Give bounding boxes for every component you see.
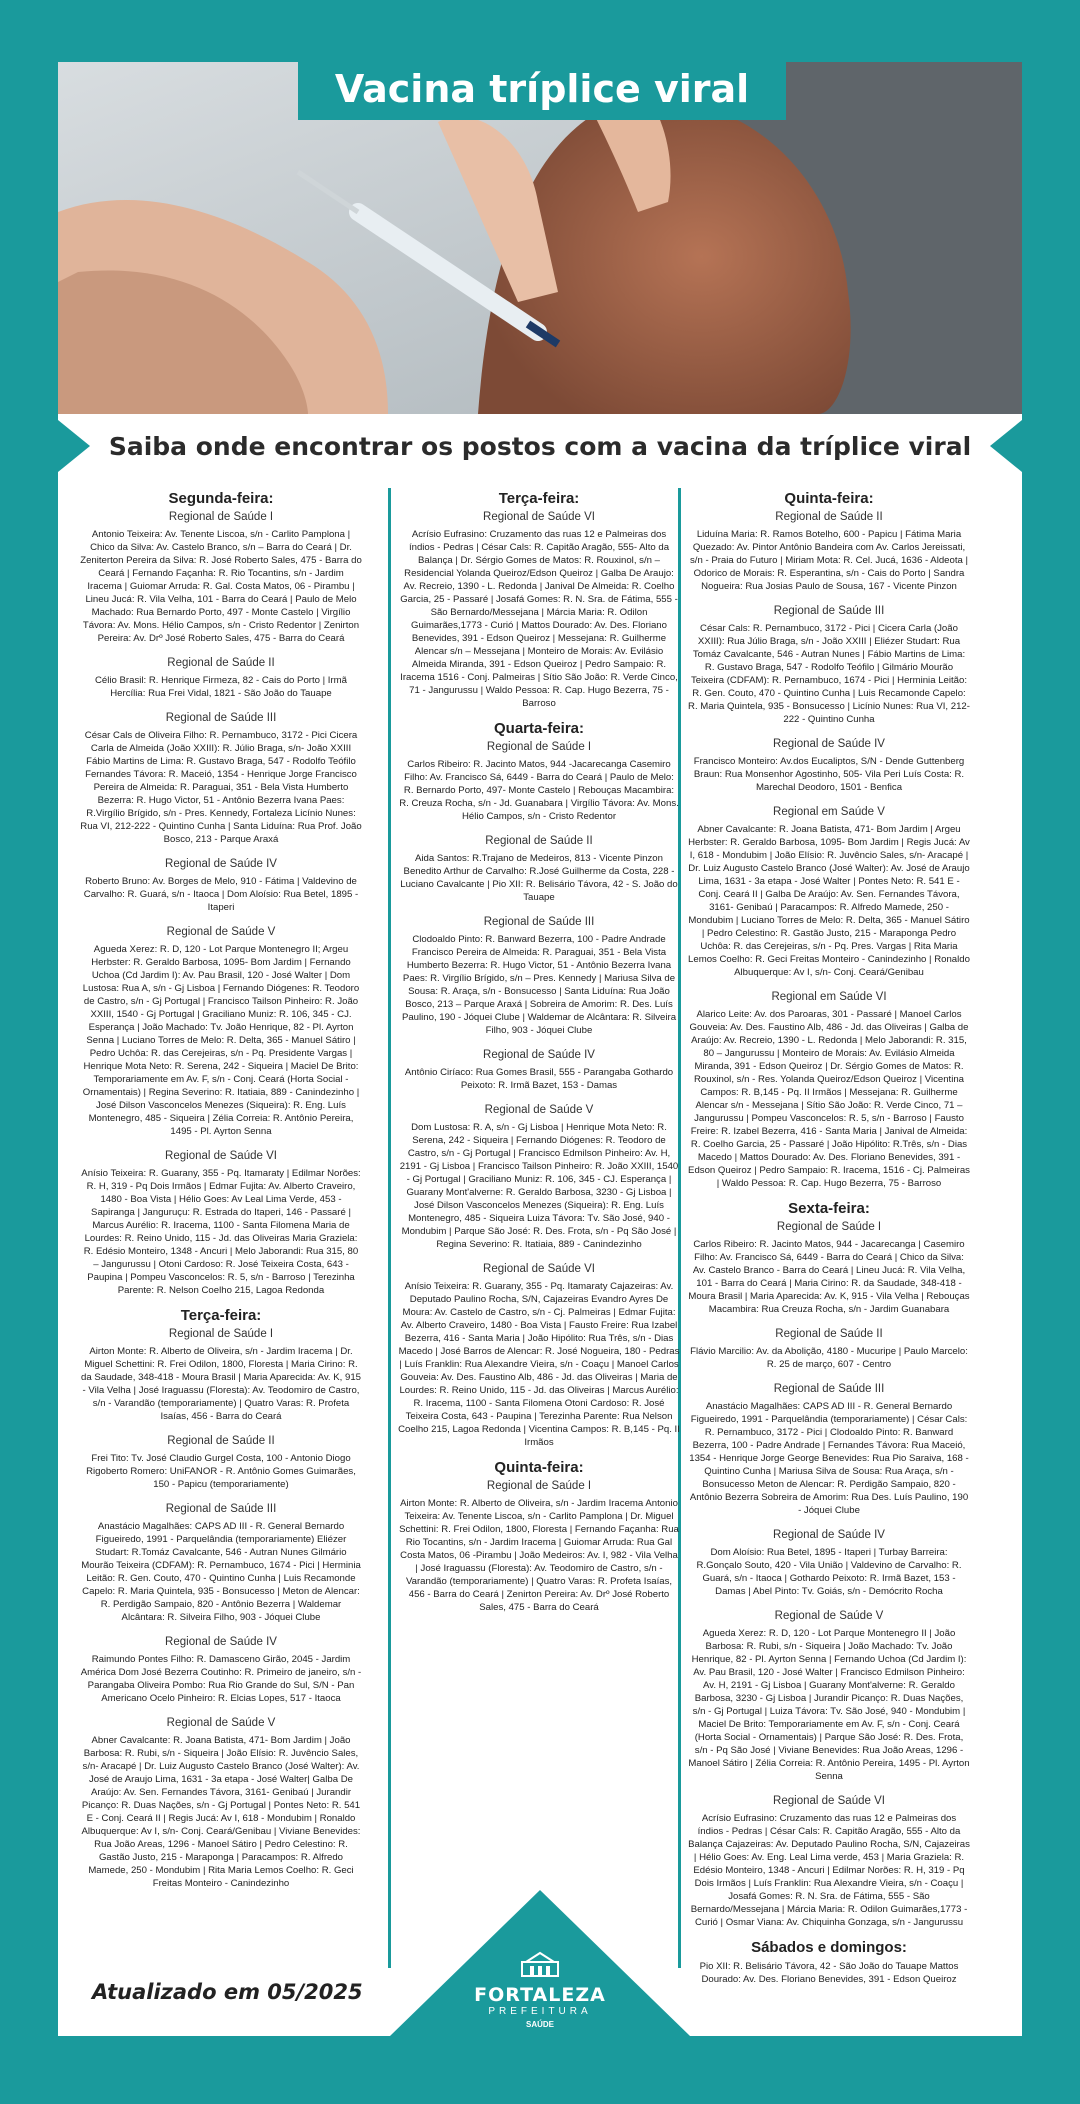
region-heading: Regional de Saúde VI xyxy=(483,1263,595,1275)
region-heading: Regional de Saúde I xyxy=(776,1221,882,1233)
health-post-list: Raimundo Pontes Filho: R. Damasceno Girão, 2045 - Jardim América Dom José Bezerra Coutinho: R. Primeiro de janeiro, s/n - Parangaba Oliveira Pombo: Rua Rio Grande do Sul, S/N - Pan Americano Ocelo Pinheiro: R. Elcias Lopes, 517 - Itaoca xyxy=(80,1654,362,1704)
health-post-list: Frei Tito: Tv. José Claudio Gurgel Costa, 100 - Antonio Diogo Rigoberto Romero: UniFANOR - R. Antônio Gomes Guimarães, 150 - Papicu (temporariamente) xyxy=(86,1453,356,1490)
city-emblem-icon xyxy=(518,1950,562,1980)
day-heading: Quinta-feira: xyxy=(494,1459,584,1476)
region-heading: Regional de Saúde II xyxy=(485,835,593,847)
region-heading: Regional de Saúde II xyxy=(167,657,275,669)
logo-subtitle: PREFEITURA xyxy=(488,2006,592,2017)
health-post-list: César Cals: R. Pernambuco, 3172 - Pici | Cicera Carla (João XXIII): Rua Júlio Braga, s/n - João XXIII | Eliézer Studart: Rua Tomáz Cavalcante, 546 - Autran Nunes | Fábio Martins de Lima: R. Gustavo Braga, 547 - Rodolfo Teófilo | Gilmário Mourão Teixeira (CDFAM): R. Pernambuco, 1674 - Pici | Herminia Leitão: R. Gen. Couto, 470 - Quintino Cunha | Luis Recamonde Capelo: R. Maria Quintela, 935 - Bonsucesso | Licínio Nunes: Rua VI, 212-222 - Quintino Cunha xyxy=(688,623,970,725)
region-heading: Regional de Saúde IV xyxy=(165,858,277,870)
region-heading: Regional de Saúde IV xyxy=(773,1529,885,1541)
health-post-list: Pio XII: R. Belisário Távora, 42 - São João do Tauape Mattos Dourado: Av. Des. Floriano Benevides, 391 - Edson Queiroz xyxy=(699,1961,959,1985)
health-post-list: Abner Cavalcante: R. Joana Batista, 471- Bom Jardim | Argeu Herbster: R. Geraldo Barbosa, 1095- Bom Jardim | Regis Jucá: Av I, 618 - Mondubim | João Elísio: R. Juvêncio Sales, s/n- Aracapé | Dr. Luiz Augusto Castelo Branco (José Walter): Av. José de Araujo Lima, 1631 - 3a etapa - José Walter | Pontes Neto: R. 541 E - Conj. Ceará II | Galba De Araújo: Av. Sen. Fernandes Távora, 3161- Genibaú | Paracampos: R. Alfredo Mamede, 250 - Mondubim | Luciano Torres de Melo: R. Delta, 365 - Manuel Sátiro | Pedro Celestino: R. Gastão Justo, 215 - Maraponga Pedro Uchôa: R. das Cerejeiras, s/n - Pq. Pres. Vargas | Rita Maria Lemos Coelho: R. Geci Freitas Monteiro - Canindezinho | Ronaldo Albuquerque: Av I, s/n- Conj. Ceará/Genibau xyxy=(688,824,970,978)
banner-right-notch xyxy=(990,420,1022,472)
health-post-list: Liduína Maria: R. Ramos Botelho, 600 - Papicu | Fátima Maria Quezado: Av. Pintor Antônio Bandeira com Av. Carlos Jereissati, s/n - Praia do Futuro | Miriam Mota: R. Cel. Jucá, 1636 - Aldeota | Odorico de Morais: R. Esperantina, s/n - Cais do Porto | Sandra Nogueira: Rua Josias Paulo de Sousa, 167 - Vicente Pinzon xyxy=(690,529,968,592)
region-heading: Regional de Saúde I xyxy=(168,511,274,523)
logo-city-name: FORTALEZA xyxy=(474,1984,606,2006)
health-post-list: Anastácio Magalhães: CAPS AD III - R. General Bernardo Figueiredo, 1991 - Parquelândia (temporariamente) | César Cals: R. Pernambuco, 3172 - Pici | Clodoaldo Pinto: R. Banward Bezerra, 100 - Padre Andrade | Fernandes Távora: Rua Maceió, 1354 - Henrique Jorge George Benevides: Rua Pio Saraiva, 168 - Quintino Cunha | Mariusa Silva de Sousa: Rua Araça, s/n - Bonsucesso Meton de Alencar: R. Perdigão Sampaio, 820 - Antônio Bezerra Sobreira de Amorim: Rua Des. Luís Paulino, 190 - Jóquei Clube xyxy=(689,1401,969,1516)
health-post-list: César Cals de Oliveira Filho: R. Pernambuco, 3172 - Pici Cicera Carla de Almeida (João XXIII): R. Júlio Braga, s/n- João XXIII Fábio Martins de Lima: R. Gustavo Braga, 547 - Rodolfo Teófilo Fernandes Távora: R. Maceió, 1354 - Henrique Jorge Francisco Pereira de Almeida: R. Paraguai, 351 - Bela Vista Humberto Bezerra: R. Hugo Victor, 51 - Antônio Bezerra Ivana Paes: R.Virgílio Brígido, s/n - Pres. Kennedy, Fortaleza Licínio Nunes: Rua VI, 212-222 - Quintino Cunha | Santa Liduína: Rua Prof. João Bosco, 213 - Parque Araxá xyxy=(80,730,362,845)
region-heading: Regional de Saúde III xyxy=(165,1503,277,1515)
day-heading: Sábados e domingos: xyxy=(751,1939,907,1956)
region-heading: Regional de Saúde V xyxy=(774,1610,884,1622)
health-post-list: Anastácio Magalhães: CAPS AD III - R. General Bernardo Figueiredo, 1991 - Parquelândia (temporariamente) Eliézer Studart: R.Tomáz Cavalcante, 546 - Autran Nunes Gilmário Mourão Teixeira (CDFAM): R. Pernambuco, 1674 - Pici | Herminia Leitão: R. Gen. Couto, 470 - Quintino Cunha | Luis Recamonde Capelo: R. Maria Quintela, 935 - Bonsucesso | Meton de Alencar: R. Perdigão Sampaio, 820 - Antônio Bezerra | Waldemar Alcântara: R. Silveira Filho, 903 - Jóquei Clube xyxy=(81,1521,361,1623)
day-heading: Terça-feira: xyxy=(180,1307,262,1324)
region-heading: Regional de Saúde II xyxy=(775,1328,883,1340)
region-heading: Regional de Saúde IV xyxy=(165,1636,277,1648)
region-heading: Regional de Saúde III xyxy=(773,605,885,617)
health-post-list: Carlos Ribeiro: R. Jacinto Matos, 944 - Jacarecanga | Casemiro Filho: Av. Francisco Sá, 6449 - Barra do Ceará | Chico da Silva: Av. Castelo Branco - Barra do Ceará | Lineu Jucá: R. Vila Velha, 101 - Barra do Ceará | Maria Cirino: R. da Saudade, 348-418 - Moura Brasil | Maria Aparecida: Av. K, 915 - Vila Velha | Rebouças Macambira: Rua Creuza Rocha, s/n - Jardim Guanabara xyxy=(688,1239,970,1315)
health-post-list: Clodoaldo Pinto: R. Banward Bezerra, 100 - Padre Andrade Francisco Pereira de Almeida: R. Paraguai, 351 - Bela Vista Humberto Bezerra: R. Hugo Victor, 51 - Antônio Bezerra Ivana Paes: R. Virgílio Brígido, s/n – Pres. Kennedy | Mariusa Silva de Sousa: R. Araça, s/n - Bonsucesso | Santa Liduína: Rua João Bosco, 213 – Parque Araxá | Sobreira de Amorim: R. Des. Luís Paulino, 190 - Jóquei Clube | Waldemar de Alcântara: R. Silveira Filho, 903 - Jóquei Clube xyxy=(401,934,677,1036)
health-post-list: Agueda Xerez: R. D, 120 - Lot Parque Montenegro II; Argeu Herbster: R. Geraldo Barbosa, 1095- Bom Jardim | Fernando Uchoa (Cd Jardim I): Av. Pau Brasil, 120 - José Walter | Dom Lustosa: Rua A, s/n - Gj Lisboa | Fernando Diógenes: R. Teodoro de Castro, s/n - Gj Portugal | Francisco Tailson Pinheiro: R. João XXIII, 1540 - Gj Portugal | Graciliano Muniz: R. 106, 345 - CJ. Esperança | João Machado: Tv. João Henrique, 82 - Pl. Ayrton Senna | Luciano Torres de Melo: R. Delta, 365 - Manuel Sátiro | Pedro Uchôa: R. das Cerejeiras, s/n - Pq. Presidente Vargas | Henrique Mota Neto: R. Serena, 242 - Siqueira | Maciel De Brito: Temporariamente em Av. F, s/n - Conj. Ceará (Horta Social - Ornamentais) | Regina Severino: R. Itatiaia, 889 - Canindezinho | José Dilson Vasconcelos Menezes (Siqueira): R. Eng. Luís Montenegro, 485 - Siqueira | Zélia Correia: R. Antônio Pereira, 1495 - Pl. Ayrton Senna xyxy=(82,944,360,1137)
health-post-list: Carlos Ribeiro: R. Jacinto Matos, 944 -Jacarecanga Casemiro Filho: Av. Francisco Sá, 6449 - Barra do Ceará | Paulo de Melo: R. Bernardo Porto, 497- Monte Castelo | Rebouças Macambira: R. Creuza Rocha, s/n - Jd. Guanabara | Virgílio Távora: Av. Mons. Hélio Campos, s/n - Cristo Redentor xyxy=(399,759,679,822)
updated-date: Atualizado em 05/2025 xyxy=(92,1980,363,2004)
region-heading: Regional de Saúde IV xyxy=(773,738,885,750)
health-post-list: Antônio Ciríaco: Rua Gomes Brasil, 555 - Parangaba Gothardo Peixoto: R. Irmã Bazet, 153 - Damas xyxy=(404,1067,674,1091)
health-post-list: Dom Aloísio: Rua Betel, 1895 - Itaperi | Turbay Barreira: R.Gonçalo Souto, 420 - Vila União | Valdevino de Carvalho: R. Guará, s/n - Itaoca | Gothardo Peixoto: R. Irmã Bazet, 153 - Damas | Abel Pinto: Tv. Goiás, s/n - Demócrito Rocha xyxy=(696,1547,962,1597)
health-post-list: Antonio Teixeira: Av. Tenente Liscoa, s/n - Carlito Pamplona | Chico da Silva: Av. Castelo Branco, s/n – Barra do Ceará | Dr. Zeniterton Pereira da Silva: R. José Roberto Sales, 475 - Barra do Ceará | Fernando Façanha: R. Rio Tocantins, s/n - Jardim Iracema | Guiomar Arruda: R. Gal. Costa Matos, 06 - Pirambu | Lineu Jucá: R. Vila Velha, 101 - Barra do Ceará | Paulo de Melo Machado: Rua Bernardo Porto, 497 - Monte Castelo | Virgílio Távora: Av. Mons. Hélio Campos, s/n - Cristo Redentor | Zenirton Pereira: Av. Drº José Roberto Sales, 475 - Barra do Ceará xyxy=(80,529,362,644)
health-post-list: Acrísio Eufrasino: Cruzamento das ruas 12 e Palmeiras dos índios - Pedras | César Cals: R. Capitão Aragão, 555- Alto da Balança | Dr. Sérgio Gomes de Matos: R. Rouxinol, s/n – Residencial Yolanda Queiroz/Edson Queiroz | Galba De Araujo: Av. Recreio, 1390 - L. Redonda | Janival De Almeida: R. Coelho Garcia, 25 - Passaré | Josafá Gomes: R. N. Sra. de Fátima, 555 - São Bernardo/Messejana | Márcia Maria: R. Odilon Guimarães,1773 - Curió | Mattos Dourado: Av. Des. Floriano Benevides, 391 - Edson Queiroz | Messejana: R. Guilherme Alencar s/n – Messejana | Monteiro de Morais: Av. Evilásio Almeida Miranda, 391 - Edson Queiroz | Pedro Sampaio: R. Iracema 1516 - Conj. Palmeiras | Sítio São João: R. Verde Cinco, 71 - Jangurussu | Waldo Pessoa: R. Cap. Hugo Bezerra, 75 - Barroso xyxy=(400,529,678,709)
region-heading: Regional em Saúde VI xyxy=(771,991,887,1003)
health-post-list: Alarico Leite: Av. dos Paroaras, 301 - Passaré | Manoel Carlos Gouveia: Av. Des. Faustino Alb, 486 - Jd. das Oliveiras | Galba de Araújo: Av. Recreio, 1390 - L. Redonda | Melo Jaborandi: R. 315, 80 – Jangurussu | Monteiro de Morais: Av. Evilásio Almeida Miranda, 391 - Edson Queiroz | Dr. Sérgio Gomes de Matos: R. Rouxinol, s/n - Res. Yolanda Queiroz/Edson Queiroz | Vicentina Campos: R. B,145 - Pq. II Irmãos | Messejana: R. Guilherme Alencar s/n - Messejana | Sítio São João: R. Verde Cinco, 71 – Jangurussu | Pompeu Vasconcelos: R. 5, s/n - Barroso | Fausto Freire: R. Izabel Bezerra, 416 - Santa Maria | Janival de Almeida: R. Coelho Garcia, 25 - Passaré | João Hipólito: R.Três, s/n - Dias Macedo | Mattos Dourado: Av. Des. Floriano Benevides, 391 - Edson Queiroz | Pedro Sampaio: R. Iracema, 1516 - Cj. Palmeiras | Waldo Pessoa: R. Cap. Hugo Bezerra, 75 - Barroso xyxy=(688,1009,970,1189)
region-heading: Regional de Saúde I xyxy=(486,1480,592,1492)
region-heading: Regional de Saúde V xyxy=(166,926,276,938)
region-heading: Regional de Saúde V xyxy=(484,1104,594,1116)
health-post-list: Anísio Teixeira: R. Guarany, 355 - Pq. Itamaraty Cajazeiras: Av. Deputado Paulino Rocha, S/N, Cajazeiras Evandro Ayres De Moura: Av. Castelo de Castro, s/n - Cj. Palmeiras | Edmar Fujita: Av. Alberto Craveiro, 1480 - Boa Vista | Fausto Freire: Rua Izabel Bezerra, 416 - Santa Maria | João Hipólito: Rua Três, s/n - Dias Macedo | José Barros de Alencar: R. José Nogueira, 180 - Pedras | Luís Franklin: Rua Alexandre Vieira, s/n - Coaçu | Manoel Carlos Gouveia: Av. Des. Faustino Alb, 486 - Jd. das Oliveiras | Maria de Lourdes: R. Reino Unido, 115 - Jd. das Oliveiras | Marcus Aurélio: R. Iracema, 1100 - Santa Filomena Otoni Cardoso: R. José Teixeira Costa, 643 - Paupina | Terezinha Parente: Rua Nelson Coelho 215, Lagoa Redonda | Vicentina Campos: R. B,145 - Pq. II Irmãos xyxy=(398,1281,680,1448)
region-heading: Regional de Saúde II xyxy=(775,511,883,523)
region-heading: Regional de Saúde IV xyxy=(483,1049,595,1061)
schedule-column-3 xyxy=(688,488,970,1985)
region-heading: Regional de Saúde VI xyxy=(773,1795,885,1807)
banner-heading: Saiba onde encontrar os postos com a vacina da tríplice viral xyxy=(108,431,972,461)
health-post-list: Agueda Xerez: R. D, 120 - Lot Parque Montenegro II | João Barbosa: R. Rubi, s/n - Siqueira | João Machado: Tv. João Henrique, 82 - Pl. Ayrton Senna | Fernando Uchoa (Cd Jardim I): Av. Pau Brasil, 120 - José Walter | Francisco Edmilson Pinheiro: Av. H, 2191 - Gj Lisboa | Guarany Mont'alverne: R. Geraldo Barbosa, 3230 - Gj Lisboa | Jurandir Picanço: R. Duas Nações, s/n - Gj Portugal | Luiza Távora: Tv. São José, 940 - Mondubim | Maciel De Brito: Temporariamente em Av. F, s/n - Conj. Ceará (Horta Social - Ornamentais) | Parque São José: R. Des. Frota, s/n - Pq São José | Viviane Benevides: Rua João Areas, 1296 - Manoel Sátiro | Zélia Correia: R. Antônio Pereira, 1495 - Pl. Ayrton Senna xyxy=(688,1628,970,1782)
region-heading: Regional de Saúde V xyxy=(166,1717,276,1729)
schedule-column-1 xyxy=(80,488,362,1963)
health-post-list: Acrísio Eufrasino: Cruzamento das ruas 12 e Palmeiras dos índios - Pedras | César Cals: R. Capitão Aragão, 555 - Alto da Balança Cajazeiras: Av. Deputado Paulino Rocha, S/N, Cajazeiras | Hélio Goes: Av. Eng. Leal Lima verde, 453 | Maria Graziela: R. Edésio Monteiro, 1348 - Ancuri | Edilmar Norões: R. H, 319 - Pq Dois Irmãos | Luís Franklin: Rua Alexandre Vieira, s/n - Coaçu | Josafá Gomes: R. N. Sra. de Fátima, 555 - São Bernardo/Messejana | Márcia Maria: R. Odilon Guimarães,1773 - Curió | Osmar Viana: Av. Chiquinha Gonzaga, s/n - Jangurussu xyxy=(688,1813,970,1928)
day-heading: Terça-feira: xyxy=(498,490,580,507)
day-heading: Sexta-feira: xyxy=(788,1200,870,1217)
health-post-list: Célio Brasil: R. Henrique Firmeza, 82 - Cais do Porto | Irmã Hercília: Rua Frei Vidal, 1821 - São João do Tauape xyxy=(94,675,347,699)
health-post-list: Anísio Teixeira: R. Guarany, 355 - Pq. Itamaraty | Edilmar Norões: R. H, 319 - Pq Dois Irmãos | Edmar Fujita: Av. Alberto Craveiro, 1480 - Boa Vista | Hélio Goes: Av Leal Lima Verde, 453 - Sapiranga | Janguruçu: R. Estrada do Itaperi, 146 - Passaré | Marcus Aurélio: R. Iracema, 1100 - Santa Filomena Maria de Lourdes: R. Reino Unido, 115 - Jd. das Oliveiras Maria Graziela: R. Edésio Monteiro, 1348 - Ancuri | Melo Jaborandi: Rua 315, 80 – Jangurussu | Otoni Cardoso: R. José Teixeira Costa, 643 - Paupina | Pompeu Vasconcelos: R. 5, s/n - Barroso | Terezinha Parente: R. Nelson Coelho 215, Lagoa Redonda xyxy=(81,1168,361,1296)
logo-department: SAÚDE xyxy=(525,2020,554,2029)
health-post-list: Airton Monte: R. Alberto de Oliveira, s/n - Jardim Iracema | Dr. Miguel Schettini: R. Frei Odilon, 1800, Floresta | Maria Cirino: R. da Saudade, 348-418 - Moura Brasil | Maria Aparecida: Av. K, 915 - Vila Velha | José Iraguassu (Floresta): Av. Teodomiro de Castro, s/n - Varandão (temporariamente) | Quatro Varas: R. Profeta Isaías, 456 - Barra do Ceará xyxy=(81,1346,361,1422)
region-heading: Regional de Saúde I xyxy=(486,741,592,753)
health-post-list: Roberto Bruno: Av. Borges de Melo, 910 - Fátima | Valdevino de Carvalho: R. Guará, s/n - Itaoca | Dom Aloísio: Rua Betel, 1895 - Itaperi xyxy=(83,876,359,913)
day-heading: Segunda-feira: xyxy=(168,490,274,507)
day-heading: Quinta-feira: xyxy=(784,490,874,507)
day-heading: Quarta-feira: xyxy=(493,720,585,737)
region-heading: Regional de Saúde III xyxy=(773,1383,885,1395)
health-post-list: Abner Cavalcante: R. Joana Batista, 471- Bom Jardim | João Barbosa: R. Rubi, s/n - Siqueira | João Elísio: R. Juvêncio Sales, s/n- Aracapé | Dr. Luiz Augusto Castelo Branco (José Walter): Av. José de Araujo Lima, 1631 - 3a etapa - José Walter| Galba De Araújo: Av. Sen. Fernandes Távora, 3161- Genibaú | Jurandir Picanço: R. Duas Nações, s/n - Gj Portugal | Pontes Neto: R. 541 E - Conj. Ceará II | Regis Jucá: Av I, 618 - Mondubim | Ronaldo Albuquerque: Av I, s/n- Conj. Ceará/Genibau | Viviane Benevides: Rua João Areas, 1296 - Manoel Sátiro | Pedro Celestino: R. Gastão Justo, 215 - Maraponga | Paracampos: R. Alfredo Mamede, 250 - Mondubim | Rita Maria Lemos Coelho: R. Geci Freitas Monteiro - Canindezinho xyxy=(81,1735,361,1889)
health-post-list: Dom Lustosa: R. A, s/n - Gj Lisboa | Henrique Mota Neto: R. Serena, 242 - Siqueira | Fernando Diógenes: R. Teodoro de Castro, s/n - Gj Portugal | Francisco Edmilson Pinheiro: Av. H, 2191 - Gj Lisboa | Francisco Tailson Pinheiro: R. João XXIII, 1540 - Gj Portugal | Graciliano Muniz: R. 106, 345 - CJ. Esperança | Guarany Mont'alverne: R. Geraldo Barbosa, 3230 - Gj Lisboa | José Dilson Vasconcelos Menezes (Siqueira): R. Eng. Luís Montenegro, 485 - Siqueira Luiza Távora: Tv. São José, 940 - Mondubim | Parque São José: R. Des. Frota, s/n - Pq São José | Regina Severino: R. Itatiaia, 889 - Canindezinho xyxy=(399,1122,679,1250)
health-post-list: Flávio Marcilio: Av. da Abolição, 4180 - Mucuripe | Paulo Marcelo: R. 25 de março, 607 - Centro xyxy=(690,1346,968,1370)
region-heading: Regional de Saúde VI xyxy=(165,1150,277,1162)
column-divider xyxy=(388,488,391,1968)
region-heading: Regional de Saúde I xyxy=(168,1328,274,1340)
prefeitura-logo xyxy=(440,1950,640,2029)
health-post-list: Airton Monte: R. Alberto de Oliveira, s/n - Jardim Iracema Antonio Teixeira: Av. Tenente Liscoa, s/n - Carlito Pamplona | Dr. Miguel Schettini: R. Frei Odilon, 1800, Floresta | Fernando Façanha: Rua Rio Tocantins, s/n - Jardim Iracema | Guiomar Arruda: Rua Gal Costa Matos, 06 -Pirambu | João Medeiros: Av. I, 982 - Vila Velha | José Iraguassu (Floresta): Av. Teodomiro de Castro, s/n - Varandão (temporariamente) | Quatro Varas: R. Profeta Isaías, 456 - Barra do Ceará | Zenirton Pereira: Av. Drº José Roberto Sales, 475 - Barra do Ceará xyxy=(399,1498,679,1613)
region-heading: Regional de Saúde II xyxy=(167,1435,275,1447)
region-heading: Regional em Saúde V xyxy=(773,806,885,818)
banner-left-notch xyxy=(58,420,90,472)
health-post-list: Aida Santos: R.Trajano de Medeiros, 813 - Vicente Pinzon Benedito Arthur de Carvalho: R.José Guilherme da Costa, 228 - Luciano Cavalcante | Pio XII: R. Belisário Távora, 42 - S. João do Tauape xyxy=(400,853,678,903)
schedule-column-2 xyxy=(398,488,680,1868)
region-heading: Regional de Saúde VI xyxy=(483,511,595,523)
health-post-list: Francisco Monteiro: Av.dos Eucaliptos, S/N - Dende Guttenberg Braun: Rua Monsenhor Agostinho, 505- Vila Peri Luís Costa: R. Marechal Deodoro, 1501 - Benfica xyxy=(693,756,965,793)
region-heading: Regional de Saúde III xyxy=(165,712,277,724)
region-heading: Regional de Saúde III xyxy=(483,916,595,928)
page-title: Vacina tríplice viral xyxy=(298,58,786,120)
